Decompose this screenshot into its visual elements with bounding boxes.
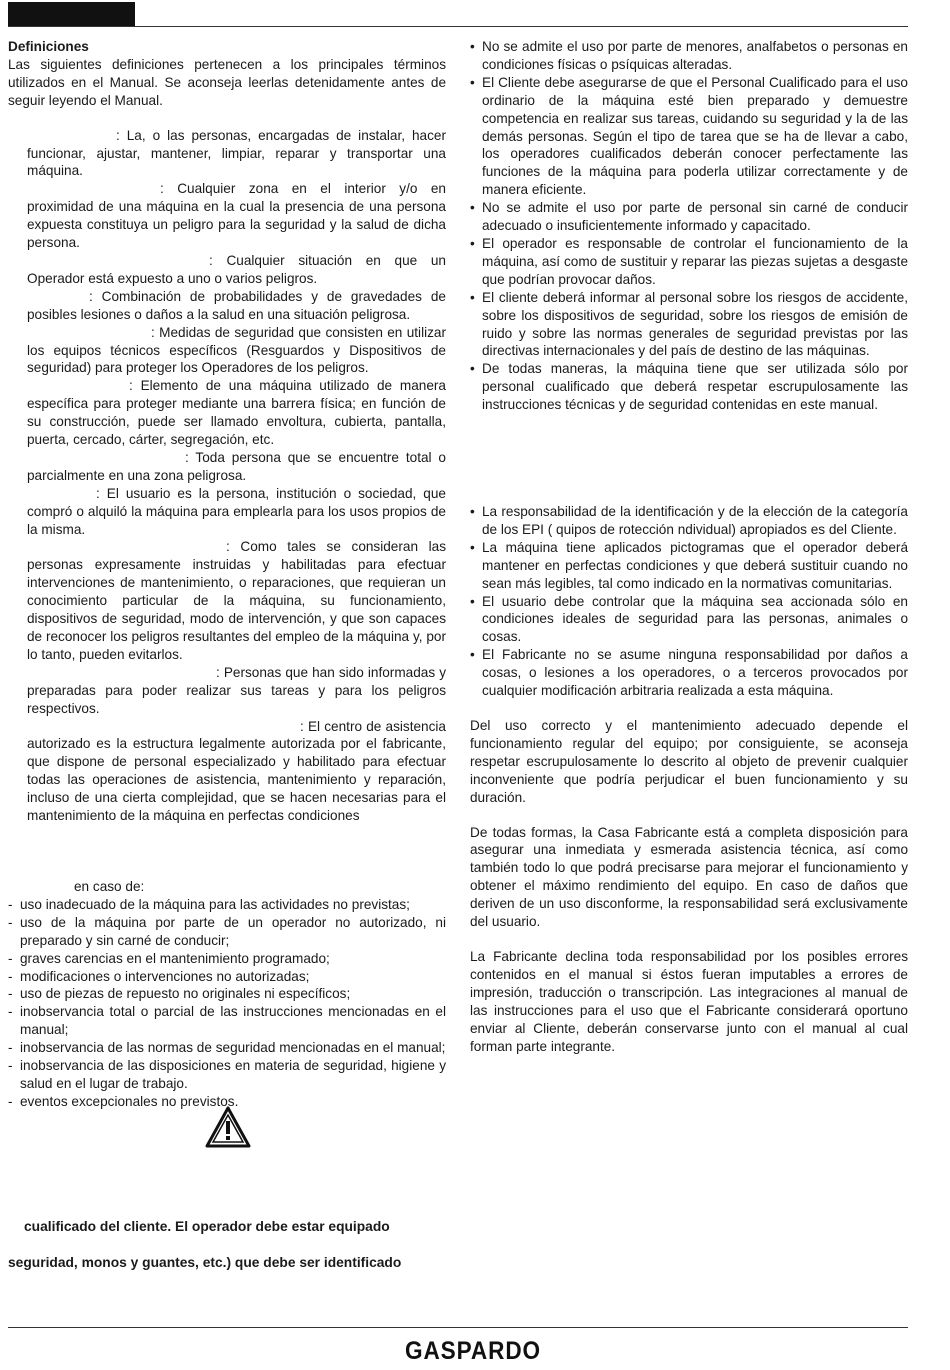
definition-item: : El usuario es la persona, institución o sociedad, que compró o alquiló la máquina para emplearla para los usos propios de la misma.: [27, 485, 446, 537]
bullet-item: • El usuario debe controlar que la máquina sea accionada sólo en condiciones ideales de seguridad para las personas, animales o cosas.: [470, 593, 908, 647]
definition-item: : Cualquier situación en que un Operador está expuesto a uno o varios peligros.: [27, 252, 446, 286]
definition-item: : Como tales se consideran las personas expresamente instruidas y habilitadas para efectuar intervenciones de mantenimiento, o reparaciones, que requieran un conocimiento particular de la máquina, su funcionamiento, dispositivos de seguridad, modo de intervención, y que son capaces de reconocer los peligros resultantes del empleo de la máquina y, por lo tanto, pueden evitarlos.: [27, 539, 446, 662]
paragraph-maintenance: Del uso correcto y el mantenimiento adecuado depende el funcionamiento regular del equipo; por consiguiente, se aconseja respetar escrupulosamente lo descrito al objeto de prevenir cualquier inconveniente que podría perjudicar el buen funcionamiento y su duración.: [470, 718, 908, 805]
bullet-item: • La máquina tiene aplicados pictogramas que el operador deberá mantener en perfectas condiciones y que deberá sustituir cuando no sean más legibles, tal como indicado en la normativas comunitarias.: [470, 539, 908, 593]
definition-item: : Toda persona que se encuentre total o parcialmente en una zona peligrosa.: [27, 449, 446, 483]
exclusion-item: - uso inadecuado de la máquina para las actividades no previstas;: [8, 896, 446, 914]
safety-bullets: [470, 503, 908, 700]
warning-triangle-icon: [205, 1106, 251, 1148]
exclusion-item: - inobservancia de las normas de seguridad mencionadas en el manual;: [8, 1039, 446, 1057]
exclusion-item: - uso de la máquina por parte de un operador no autorizado, ni preparado y sin carné de conducir;: [8, 914, 446, 950]
bullet-item: • El operador es responsable de controlar el funcionamiento de la máquina, así como de sustituir y reparar las piezas sujetas a desgaste que podrían provocar daños.: [470, 235, 908, 289]
definition-item: : Cualquier zona en el interior y/o en proximidad de una máquina en la cual la presencia de una persona expuesta constituya un peligro para la seguridad y la salud de dicha persona.: [27, 181, 446, 251]
definition-item: : Combinación de probabilidades y de gravedades de posibles lesiones o daños a la salud en una situación peligrosa.: [27, 288, 446, 322]
definition-item: : El centro de asistencia autorizado es la estructura legalmente autorizada por el fabricante, que dispone de personal especializado y habilitado para efectuar todas las operaciones de asistencia, mantenimiento y reparación, incluso de una cierta complejidad, que se hacen necesarias para el mantenimiento de la máquina en perfectas condiciones: [27, 718, 446, 824]
svg-text:GASPARDO: GASPARDO: [405, 1337, 541, 1363]
definition-item: : La, o las personas, encargadas de instalar, hacer funcionar, ajustar, mantener, limpiar, reparar y transportar una máquina.: [27, 127, 446, 179]
warning-text-line-2: seguridad, monos y guantes, etc.) que debe ser identificado: [8, 1255, 402, 1270]
exclusion-item: - inobservancia de las disposiciones en materia de seguridad, higiene y salud en el lugar de trabajo.: [8, 1057, 446, 1093]
bullet-item: • No se admite el uso por parte de personal sin carné de conducir adecuado o insuficientemente informado y capacitado.: [470, 199, 908, 235]
definitions-title: Definiciones: [8, 39, 89, 54]
bullet-item: • De todas maneras, la máquina tiene que ser utilizada sólo por personal cualificado que deberá respetar escrupulosamente las instrucciones técnicas y de seguridad contenidas en este manual.: [470, 360, 908, 414]
exclusion-item: - eventos excepcionales no previstos.: [8, 1093, 446, 1111]
header-tab: [8, 2, 135, 27]
paragraph-disclaimer: La Fabricante declina toda responsabilidad por los posibles errores contenidos en el manual si éstos fueran imputables a errores de impresión, traducción o transcripción. Las integraciones al manual de las instrucciones para el uso que el Fabricante considerará oportuno enviar al Cliente, deberán conservarse junto con el manual al cual forman parte integrante.: [470, 948, 908, 1054]
paragraph-assistance: De todas formas, la Casa Fabricante está a completa disposición para asegurar una inmediata y esmerada asistencia técnica, así como también todo lo que podrá precisarse para mejorar el funcionamiento y obtener el máximo rendimiento del equipo. En caso de daños que deriven de un uso disconforme, la responsabilidad será exclusivamente del usuario.: [470, 824, 908, 930]
bullet-item: • El Cliente debe asegurarse de que el Personal Cualificado para el uso ordinario de la máquina esté bien preparado y demuestre competencia en realizar sus tareas, cuidando su seguridad y la de las demás personas. Según el tipo de tarea que se ha de llevar a cabo, los operadores cualificados deberán conocer perfectamente las funciones de la máquina para poderla utilizar correctamente y de manera eficiente.: [470, 74, 908, 199]
exclusion-item: - graves carencias en el mantenimiento programado;: [8, 950, 446, 968]
brand-logo: [403, 1337, 543, 1363]
exclusion-list: [8, 896, 446, 1111]
exclusion-item: - modificaciones o intervenciones no autorizadas;: [8, 968, 446, 986]
bullet-item: • El Fabricante no se asume ninguna responsabilidad por daños a cosas, o lesiones a los operadores, o a terceros provocados por cualquier modificación arbitraria realizada a esta máquina.: [470, 646, 908, 700]
bullet-item: • No se admite el uso por parte de menores, analfabetos o personas en condiciones físicas o psíquicas alteradas.: [470, 38, 908, 74]
bullet-item: • El cliente deberá informar al personal sobre los riesgos de accidente, sobre los dispositivos de seguridad, sobre los riesgos de emisión de ruido y sobre las normas generales de seguridad previstas por las directivas internacionales y del país de destino de las máquinas.: [470, 289, 908, 361]
warning-text-line-1: cualificado del cliente. El operador debe estar equipado: [24, 1219, 390, 1234]
exclusion-item: - uso de piezas de repuesto no originales ni específicos;: [8, 985, 446, 1003]
responsibility-bullets: [470, 38, 908, 414]
left-column: [8, 38, 446, 1111]
header-rule: [8, 26, 908, 27]
footer-rule: [8, 1327, 908, 1328]
right-column: [470, 38, 908, 1055]
exclusion-intro: en caso de:: [74, 878, 145, 894]
exclusion-item: - inobservancia total o parcial de las instrucciones mencionadas en el manual;: [8, 1003, 446, 1039]
definition-item: : Elemento de una máquina utilizado de manera específica para proteger mediante una barrera física; en función de su construcción, puede ser llamado envoltura, cubierta, pantalla, puerta, cercado, cárter, segregación, etc.: [27, 378, 446, 448]
definition-item: : Personas que han sido informadas y preparadas para poder realizar sus tareas y para los peligros respectivos.: [27, 664, 446, 716]
definitions-list: [8, 127, 446, 825]
bullet-item: • La responsabilidad de la identificación y de la elección de la categoría de los EPI ( quipos de rotección ndividual) apropiados es del Cliente.: [470, 503, 908, 539]
definitions-intro: Las siguientes definiciones pertenecen a los principales términos utilizados en el Manual. Se aconseja leerlas detenidamente antes de seguir leyendo el Manual.: [8, 56, 446, 108]
definition-item: : Medidas de seguridad que consisten en utilizar los equipos técnicos específicos (Resguardos y Dispositivos de seguridad) para proteger los Operadores de los peligros.: [27, 324, 446, 376]
